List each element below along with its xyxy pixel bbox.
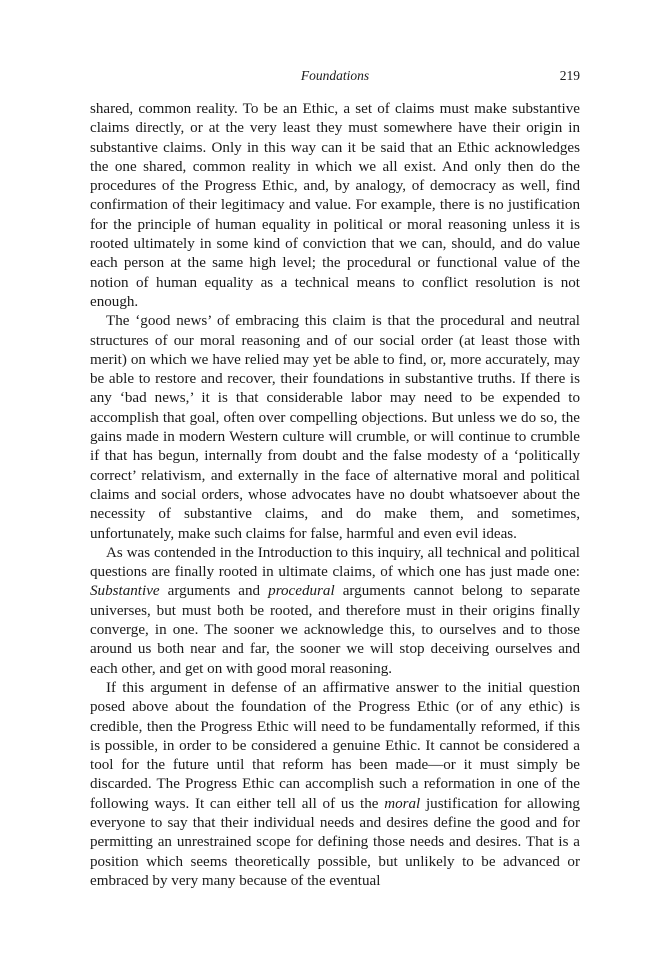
page-number: 219 bbox=[559, 68, 580, 83]
book-page bbox=[90, 66, 580, 891]
paragraph-3-text-a: As was contended in the Introduction to this inquiry, all technical and political questions are finally rooted in ultimate claims, of which one has just made one: bbox=[90, 544, 580, 581]
body-text bbox=[90, 100, 580, 891]
paragraph-3 bbox=[90, 544, 580, 679]
running-title: Foundations bbox=[300, 68, 370, 83]
paragraph-2-text: The ‘good news’ of embracing this claim is that the procedural and neutral structures of our moral reasoning and of our social order (at least those with merit) on which we have relied may yet be able to find, or, more accurately, may be able to restore and recover, their foundations in substantive truths. If there is any ‘bad news,’ it is that considerable labor may need to be expended to accomplish that goal, often over compelling objections. But unless we do so, the gains made in modern Western culture will crumble, or will continue to crumble if that has begun, internally from doubt and the false modesty of a ‘politically correct’ relativism, and externally in the face of alternative moral and political claims and social orders, whose advocates have no doubt whatsoever about the necessity of substantive claims, and do make them, and sometimes, unfortunately, make such claims for false, harmful and even evil ideas. bbox=[90, 313, 580, 542]
paragraph-1-text: shared, common reality. To be an Ethic, a set of claims must make substantive claims directly, or at the very least they must somewhere have their origin in substantive claims. Only in this way can it be said that an Ethic acknowledges the one shared, common reality in which we all exist. And only then do the procedures of the Progress Ethic, and, by analogy, of democracy as well, find confirmation of their legitimacy and value. For example, there is no justification for the principle of human equality in political or moral reasoning unless it is rooted ultimately in some kind of conviction that we can, should, and do value each person at the same high level; the procedural or functional value of the notion of human equality as a technical means to conflict resolution is not enough. bbox=[90, 101, 580, 310]
running-head bbox=[90, 66, 580, 90]
term-procedural: procedural bbox=[268, 583, 335, 600]
paragraph-1 bbox=[90, 100, 580, 312]
term-substantive: Substantive bbox=[90, 583, 160, 600]
term-moral: moral bbox=[384, 795, 421, 812]
paragraph-4 bbox=[90, 679, 580, 891]
paragraph-4-text-b: justification for allowing everyone to say that their individual needs and desires define the good and for permitting an unrestrained scope for defining those needs and desires. That is a position which seems theoretically possible, but unlikely to be advanced or embraced by very many because of the eventual bbox=[90, 795, 580, 889]
paragraph-3-text-c: arguments cannot belong to separate universes, but must both be rooted, and therefore must in their origins finally converge, in one. The sooner we acknowledge this, to ourselves and to those around us both near and far, the sooner we will stop deceiving ourselves and each other, and get on with good moral reasoning. bbox=[90, 583, 580, 677]
paragraph-4-text-a: If this argument in defense of an affirmative answer to the initial question posed above about the foundation of the Progress Ethic (or of any ethic) is credible, then the Progress Ethic will need to be fundamentally reformed, if this is possible, in order to be considered a genuine Ethic. It cannot be considered a tool for the future until that reform has been made—or it must simply be discarded. The Progress Ethic can accomplish such a reformation in one of the following ways. It can either tell all of us the bbox=[90, 679, 580, 812]
paragraph-2 bbox=[90, 312, 580, 544]
paragraph-3-text-b: arguments and bbox=[159, 583, 269, 600]
